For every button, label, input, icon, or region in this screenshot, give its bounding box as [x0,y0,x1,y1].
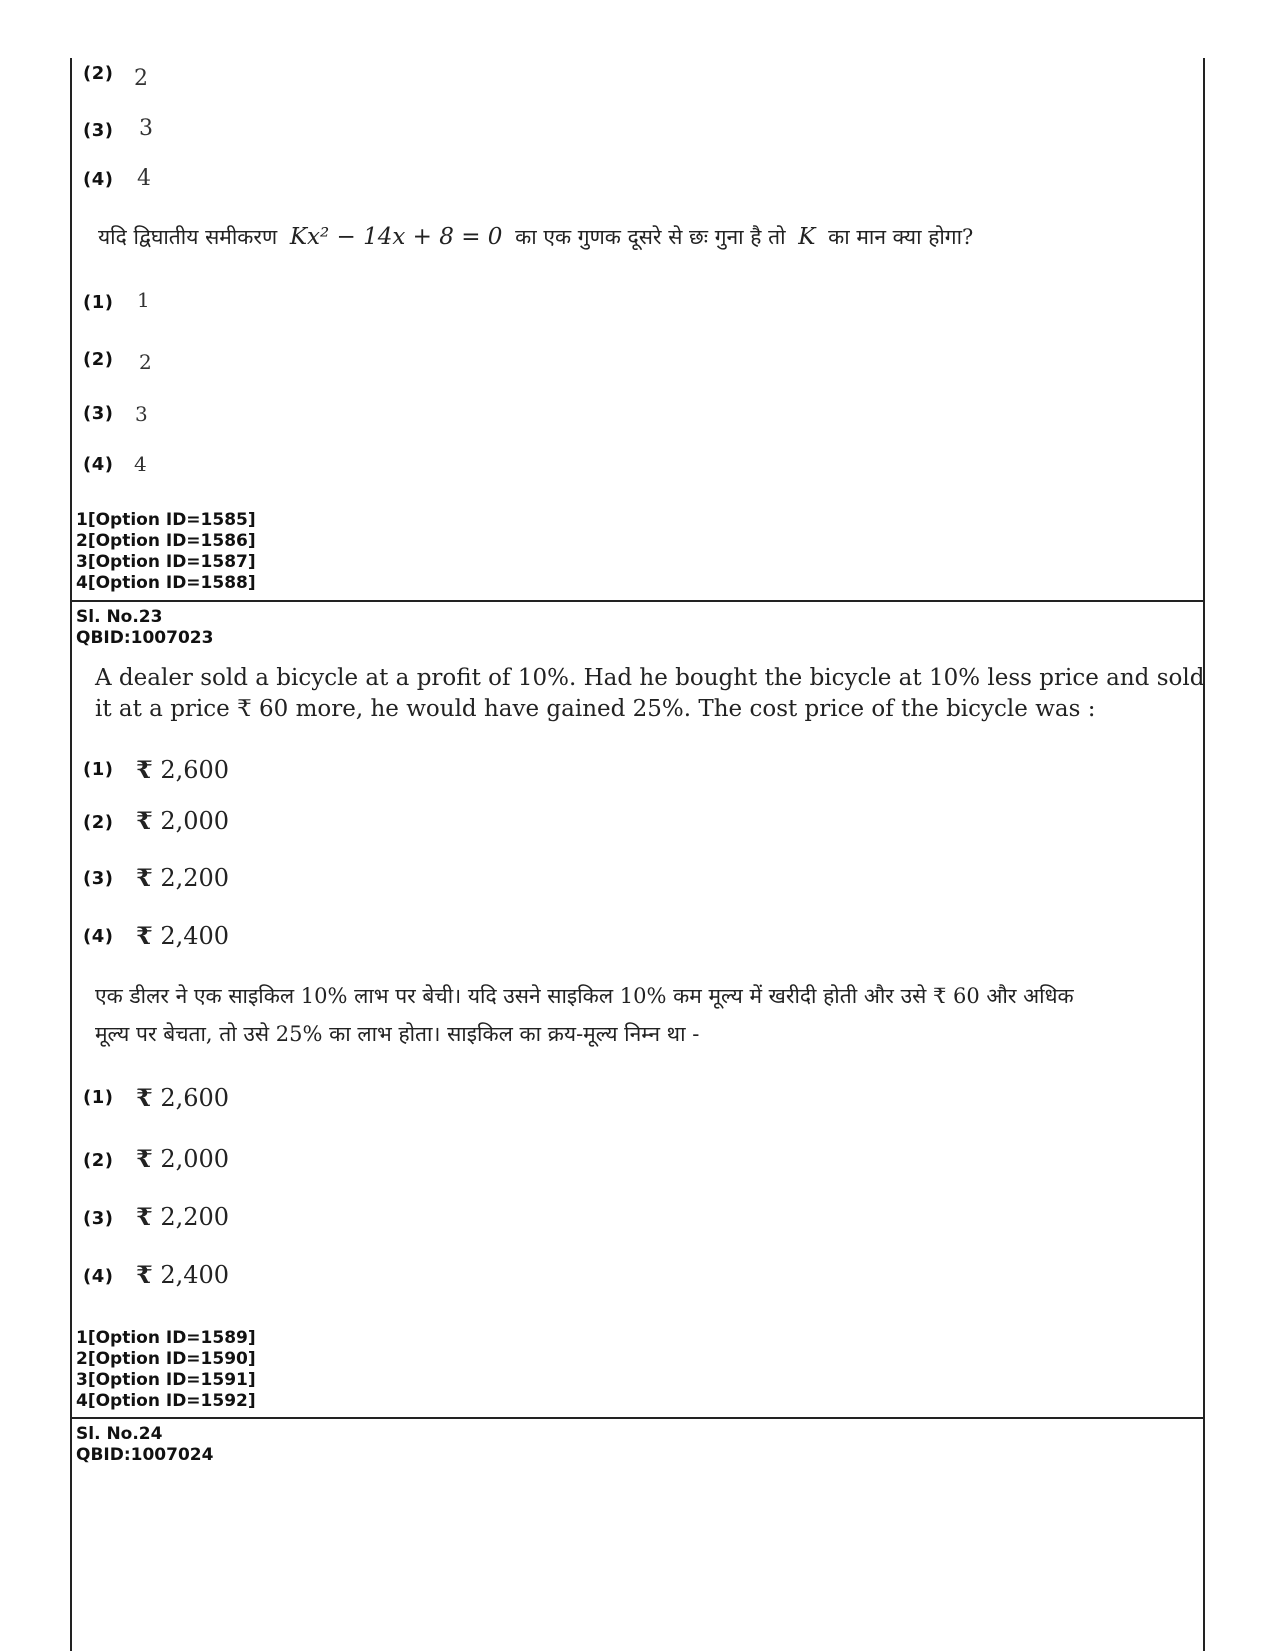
rupee-symbol: ₹ [136,755,153,784]
hindi-text-segment: का मान क्या होगा? [828,225,974,249]
amount: 2,000 [160,1145,230,1173]
option-value: 1 [137,288,150,312]
option-value: 4 [134,452,147,476]
option-number: (3) [83,120,114,141]
option-number: (3) [83,403,114,424]
question-line: मूल्य पर बेचता, तो उसे 25% का लाभ होता। साइकिल का क्रय-मूल्य निम्न था - [95,1022,700,1046]
option-value [136,1144,229,1173]
row-divider [70,600,1203,602]
option-number: (4) [83,1266,114,1287]
serial-number: Sl. No.24 [76,1424,163,1444]
option-value: 2 [139,350,152,374]
option-id-list [76,1328,256,1412]
option-value: 3 [139,116,153,141]
option-id: 3[Option ID=1591] [76,1370,256,1390]
question-line: एक डीलर ने एक साइकिल 10% लाभ पर बेची। यदि उसने साइकिल 10% कम मूल्य में खरीदी होती और उसे ₹ 60 और अधिक [95,984,1074,1008]
hindi-question-text [98,222,973,253]
question-bank-id: QBID:1007024 [76,1445,214,1465]
option-number: (1) [83,759,114,780]
option-number: (2) [83,812,114,833]
option-id: 1[Option ID=1589] [76,1328,256,1348]
rupee-symbol: ₹ [136,1144,153,1173]
amount: 2,000 [160,807,230,835]
option-number: (3) [83,1208,114,1229]
option-value [136,755,229,784]
rupee-symbol: ₹ [136,1202,153,1231]
rupee-symbol: ₹ [136,863,153,892]
option-id: 2[Option ID=1586] [76,531,256,551]
option-id: 4[Option ID=1592] [76,1391,256,1411]
hindi-text-segment: यदि द्विघातीय समीकरण [98,225,278,249]
quadratic-equation: Kx² − 14x + 8 = 0 [289,224,503,250]
option-value [136,921,229,950]
option-number: (1) [83,292,114,313]
option-value [136,863,229,892]
rupee-symbol: ₹ [136,1083,153,1112]
option-number: (4) [83,926,114,947]
amount: 2,400 [160,1261,230,1289]
option-number: (4) [83,169,114,190]
option-number: (1) [83,1087,114,1108]
option-id: 2[Option ID=1590] [76,1349,256,1369]
rupee-symbol: ₹ [136,921,153,950]
option-id-list [76,510,256,594]
row-divider [70,1417,1203,1419]
rupee-symbol: ₹ [136,1260,153,1289]
amount: 2,200 [160,864,230,892]
option-value [136,1202,229,1231]
amount: 2,600 [160,1084,230,1112]
amount: 2,200 [160,1203,230,1231]
option-value: 4 [137,166,151,191]
amount: 2,400 [160,922,230,950]
option-number: (2) [83,1150,114,1171]
question-table-frame [70,58,1205,1651]
question-bank-id: QBID:1007023 [76,628,214,648]
option-number: (2) [83,349,114,370]
question-line: it at a price ₹ 60 more, he would have gained 25%. The cost price of the bicycle was : [95,696,1096,722]
hindi-text-segment: का एक गुणक दूसरे से छः गुना है तो [515,225,786,249]
option-value: 3 [135,402,148,426]
option-id: 1[Option ID=1585] [76,510,256,530]
rupee-symbol: ₹ [136,806,153,835]
option-value: 2 [134,66,148,91]
serial-number: Sl. No.23 [76,607,163,627]
variable-k: K [798,224,816,250]
option-value [136,806,229,835]
option-value [136,1083,229,1112]
english-question-text [95,663,1204,725]
option-number: (3) [83,868,114,889]
option-number: (4) [83,454,114,475]
amount: 2,600 [160,756,230,784]
option-id: 3[Option ID=1587] [76,552,256,572]
option-id: 4[Option ID=1588] [76,573,256,593]
hindi-question-text [95,977,1074,1053]
question-line: A dealer sold a bicycle at a profit of 10%. Had he bought the bicycle at 10% less price and sold [95,665,1205,691]
option-value [136,1260,229,1289]
option-number: (2) [83,63,114,84]
